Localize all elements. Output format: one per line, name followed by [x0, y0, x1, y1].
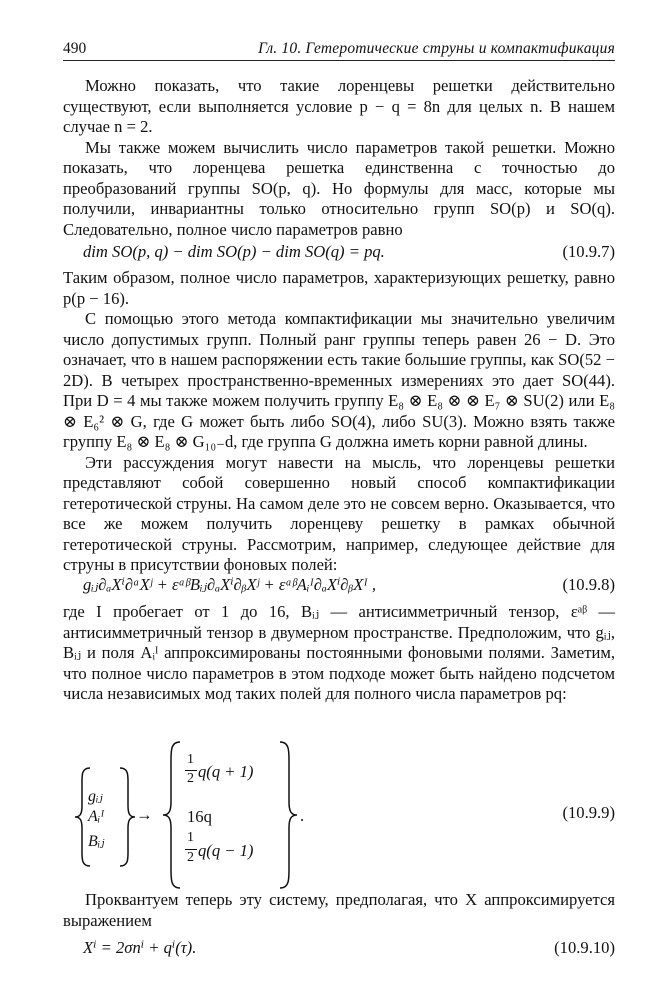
- matrix-right-1: q(q + 1): [198, 762, 254, 781]
- fraction-denominator-1: 2: [187, 771, 194, 786]
- equation-10-9-7: [63, 241, 615, 265]
- equation-formula: dim SO(p, q) − dim SO(p) − dim SO(q) = pq.: [83, 242, 385, 261]
- matrix-left-1: gᵢⱼ: [88, 788, 103, 805]
- text-block-3: [63, 602, 615, 705]
- equation-number: (10.9.8): [562, 575, 615, 594]
- text-block-1: [63, 76, 615, 240]
- paragraph-4: С помощью этого метода компактификации мы значительно увеличим число допустимых групп. Полный ранг группы теперь равен 26 − D. Это означает, что в нашем распоряжении есть такие большие группы, как SO(52 − 2D). В четырех пространственно-временных измерениях это дает SO(44). При D = 4 мы также можем получить группу E₈ ⊗ E₈ ⊗ ⊗ E₇ ⊗ SU(2) или E₈ ⊗ E₆² ⊗ G, где G может быть либо SO(4), либо SU(3). Можно взять также группу E₈ ⊗ E₈ ⊗ G₁₀₋d, где группа G должна иметь корни равной длины.: [63, 309, 615, 451]
- fraction-numerator-1: 1: [187, 752, 194, 767]
- matrix-right-2: 16q: [187, 807, 212, 826]
- running-title: Гл. 10. Гетеротические струны и компактификация: [258, 40, 615, 57]
- text-block-4: [63, 890, 615, 931]
- equation-10-9-10: [63, 937, 615, 961]
- equation-number: (10.9.10): [554, 938, 615, 957]
- paragraph-5: Эти рассуждения могут навести на мысль, что лоренцевы решетки представляют собой совершенно новый способ компактификации гетеротической струны. На самом деле это не совсем верно. Оказывается, что все же можем получить лоренцеву решетку в рамках обычной гетеротической струны. Рассмотрим, например, следующее действие для струны в присутствии фоновых полей:: [63, 452, 615, 574]
- text-block-2: [63, 268, 615, 576]
- equation-10-9-8: [63, 574, 615, 598]
- fraction-denominator-2: 2: [187, 850, 194, 865]
- matrix-left-2: Aᵢᴵ: [88, 808, 105, 825]
- right-brace-close: [276, 740, 300, 890]
- equation-number: (10.9.7): [562, 242, 615, 261]
- paragraph-1: Можно показать, что такие лоренцевы решетки действительно существуют, если выполняется условие p − q = 8n для целых n. В нашем случае n = 2.: [63, 76, 615, 136]
- mapping-arrow: →: [136, 805, 153, 824]
- paragraph-3: Таким образом, полное число параметров, характеризующих решетку, равно p(p − 16).: [63, 268, 615, 308]
- equation-formula: gᵢⱼ∂ₐXⁱ∂ᵃXʲ + εᵃᵝBᵢⱼ∂ₐXⁱ∂ᵦXʲ + εᵃᵝAᵢᴵ∂ₐXⁱ∂ᵦXᴵ ,: [83, 575, 376, 594]
- paragraph-7: Проквантуем теперь эту систему, предполагая, что X аппроксимируется выражением: [63, 890, 615, 930]
- matrix-left-3: Bᵢⱼ: [88, 833, 105, 850]
- equation-number: (10.9.9): [562, 803, 615, 822]
- equation-formula: Xⁱ = 2σnⁱ + qⁱ(τ).: [83, 938, 197, 957]
- matrix-right-3: q(q − 1): [198, 841, 254, 860]
- page-number: 490: [63, 40, 87, 57]
- running-header: [63, 38, 615, 61]
- right-brace-open: [160, 740, 184, 890]
- equation-dot: .: [300, 806, 305, 825]
- left-brace-close: [116, 766, 138, 868]
- paragraph-6: где I пробегает от 1 до 16, Bᵢⱼ — антисимметричный тензор, εᵃᵝ — антисимметричный тензор в двумерном пространстве. Предположим, что gᵢⱼ, Bᵢⱼ и поля Aᵢᴵ аппроксимированы постоянными фоновыми полями. Заметим, что полное число параметров в этом подходе может быть найдено подсчетом числа независимых мод таких полей для полного числа параметров pq:: [63, 602, 615, 703]
- fraction-numerator-2: 1: [187, 830, 194, 845]
- paragraph-2: Мы также можем вычислить число параметров такой решетки. Можно показать, что лоренцева решетка единственна с точностью до преобразований группы SO(p, q). Но формулы для масс, которые мы получили, инвариантны только относительно групп SO(p) и SO(q). Следовательно, полное число параметров равно: [63, 137, 615, 239]
